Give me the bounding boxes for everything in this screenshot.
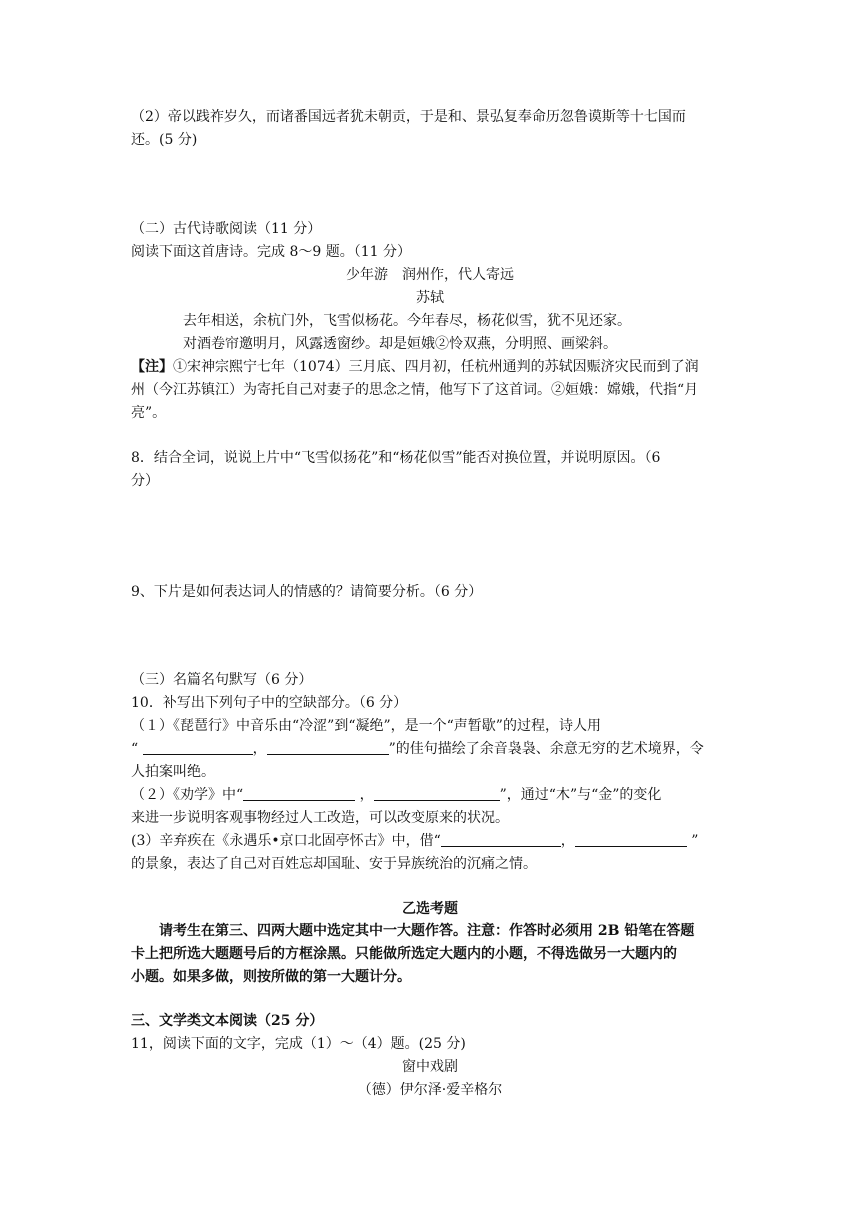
dictation-blank-4[interactable] [374, 786, 500, 801]
dictation-blank-2[interactable] [267, 740, 389, 755]
dictation-blank-3[interactable] [243, 786, 355, 801]
elective-instruction-line-3: 小题。如果多做，则按所做的第一大题计分。 [131, 969, 411, 985]
poem-verse-1: 去年相送，余杭门外，飞雪似杨花。今年春尽，杨花似雪，犹不见还家。 [183, 313, 631, 329]
dictation-item-2-line-1 [131, 785, 661, 805]
question-7-2-line-2: 还。(5 分) [131, 132, 198, 148]
poetry-instruction: 阅读下面这首唐诗。完成 8～9 题。（11 分） [131, 244, 411, 260]
dictation-item-1-line-2 [131, 739, 704, 759]
question-11: 11，阅读下面的文字，完成（1）～（4）题。(25 分) [131, 1036, 466, 1052]
question-9: 9、下片是如何表达词人的情感的？请简要分析。（6 分） [131, 584, 483, 600]
poem-note-line-1 [131, 357, 699, 377]
dictation-item-3-line-2: 的景象，表达了自己对百姓忘却国耻、安于异族统治的沉痛之情。 [131, 856, 537, 872]
close-quote: ” [691, 833, 699, 849]
dictation-item-1-after: ”的佳句描绘了余音袅袅、余意无穷的艺术境界，令 [388, 741, 704, 757]
comma: ， [252, 741, 267, 757]
elective-instruction-line-1: 请考生在第三、四两大题中选定其中一大题作答。注意：作答时必须用 2B 铅笔在答题 [159, 923, 695, 939]
poem-note-label: 【注】 [131, 359, 173, 375]
poetry-section-heading: （二）古代诗歌阅读（11 分） [131, 221, 322, 237]
dictation-item-1-line-1: （１）《琵琶行》中音乐由“冷涩”到“凝绝”，是一个“声暂歇”的过程，诗人用 [131, 718, 601, 734]
open-quote: “ [131, 741, 139, 757]
elective-instruction-line-2: 卡上把所选大题题号后的方框涂黑。只能做所选定大题内的小题，不得选做另一大题内的 [131, 946, 677, 962]
comma: ， [359, 787, 374, 803]
story-title: 窗中戏剧 [402, 1059, 458, 1075]
dictation-item-3-prefix: (3）辛弃疾在《永遇乐•京口北固亭怀古》中，借“ [131, 833, 441, 849]
poem-note-text-1: ①宋神宗熙宁七年（1074）三月底、四月初，任杭州通判的苏轼因赈济灾民而到了润 [173, 359, 699, 375]
dictation-item-3-line-1 [131, 831, 698, 851]
story-author: （德）伊尔泽·爱辛格尔 [357, 1082, 503, 1098]
dictation-item-2-prefix: （２）《劝学》中“ [131, 787, 244, 803]
dictation-item-1-line-3: 人拍案叫绝。 [131, 764, 215, 780]
poem-note-line-2: 州（今江苏镇江）为寄托自己对妻子的思念之情，他写下了这首词。②姮娥：嫦娥，代指“月 [131, 382, 699, 398]
literature-section-heading: 三、文学类文本阅读（25 分） [131, 1013, 324, 1029]
question-7-2-line-1: （2）帝以践祚岁久，而诸番国远者犹未朝贡，于是和、景弘复奉命历忽鲁谟斯等十七国而 [131, 109, 686, 125]
poem-verse-2: 对酒卷帘邀明月，风露透窗纱。却是姮娥②怜双燕，分明照、画梁斜。 [183, 336, 617, 352]
dictation-blank-1[interactable] [143, 740, 253, 755]
dictation-blank-5[interactable] [441, 832, 561, 847]
dictation-blank-6[interactable] [575, 832, 687, 847]
poem-author: 苏轼 [416, 290, 444, 306]
question-8-line-1: 8．结合全词，说说上片中“飞雪似扬花”和“杨花似雪”能否对换位置，并说明原因。（6 [131, 450, 661, 466]
question-8-line-2: 分） [131, 473, 159, 489]
dictation-item-2-line-2: 来进一步说明客观事物经过人工改造，可以改变原来的状况。 [131, 810, 509, 826]
question-10: 10．补写出下列句子中的空缺部分。（6 分） [131, 695, 408, 711]
dictation-item-2-after: ”，通过“木”与“金”的变化 [499, 787, 662, 803]
poem-title: 少年游 润州作，代人寄远 [346, 267, 514, 283]
dictation-section-heading: （三）名篇名句默写（6 分） [131, 672, 313, 688]
poem-note-line-3: 亮”。 [131, 405, 167, 421]
elective-heading: 乙选考题 [402, 901, 458, 917]
comma: ， [560, 833, 575, 849]
